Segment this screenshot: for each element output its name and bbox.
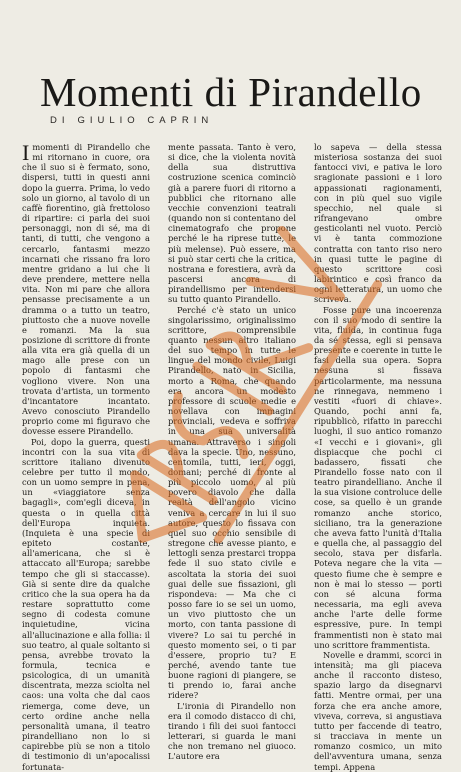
paragraph: Fosse pure una incoerenza con il suo modo di sentire la vita, fluida, in continua fuga da sé stessa, egli si pensava presente e coerente in tutte le fasi della sua opera. Sopra nessuna si fissava particolarmente, ma nessuna ne rinnegava, nemmeno i vestiti «fuori di chiave». Quando, pochi anni fa, ripubblicò, rifatto in parecchi luoghi, il suo antico romanzo «I vecchi e i giovani», gli dispiacque che pochi ci badassero, fissati che Pirandello fosse nato con il teatro pirandelliano. Anche il la sua visione controluce delle cose, sa quello è un grande romanzo anche storico, siciliano, tra la generazione che aveva fatto l'unità d'Italia e quella che, al passaggio del secolo, stava per disfarla. Poteva negare che la vita — questo fiume che è sempre e non è mai lo stesso — porti con sé alcuna forma necessaria, ma egli aveva anche l'arte delle forme espressive, pure. In tempi frammentisti non è stato mai uno scrittore frammentista. [314,304,442,650]
paragraph: mente passata. Tanto è vero, si dice, che la violenta novità della sua distruttiva costruzione scenica cominciò già a parere fuori di ritorno a pubblici che ritornano alle vecchie convenzioni teatrali (quando non si contentano del cinematografo che propone perché le ha riprese tutte, le più melense). Può essere, ma si può star certi che la critica, nostrana e forestiera, avrà da pascersi ancora di pirandellismo per intendersi su tutto quanto Pirandello. [168,142,296,305]
text-column-1 [22,140,150,772]
paragraph: lo sapeva — della stessa misteriosa sostanza dei suoi fantocci vivi, e pativa le loro sragionate passioni e i loro appassionati ragionamenti, con in più quel suo vigile specchio, nel quale si rifrangevano ombre gesticolanti nel vuoto. Perciò vi è tanta commozione contratta con tanto riso nero in quasi tutte le pagine di questo scrittore così labirintico e così franco da ogni letteratura, un uomo che scriveva. [314,142,442,305]
paragraph: Perché c'è stato un unico singolarissimo, originalissimo scrittore, comprensibile quanto nessun altro italiano del suo tempo in tutte le lingue del mondo civile, Luigi Pirandello, nato in Sicilia, morto a Roma, che quando era ancora un modesto professore di scuole medie e novellava con immagini provinciali, vedeva e soffriva in una sua universalità umana. Attraverso i singoli dava la specie. Uno, nessuno, centomila, tutti, ieri, oggi, domani; perché di fronte al più piccolo uomo, al più povero diavolo che dalla realtà dell'angolo vicino veniva a cercare in lui il suo autore, questo lo fissava con quel suo occhio sensibile di stregone che avesse pianto, e lettogli senza prestarci troppa fede il suo stato civile e ascoltata la storia dei suoi guai delle sue fissazioni, gli rispondeva: — Ma che ci posso fare io se sei un uomo, un vivo piuttosto che un morto, con tanta passione di vivere? Lo sai tu perché in questo momento sei, o ti par d'essere, proprio tu? E perché, avendo tante tue buone ragioni di piangere, se ti prendo io, farai anche ridere? [168,304,296,701]
byline-prefix: DI [50,115,70,126]
article-title: Momenti di Pirandello [40,69,422,115]
byline [50,115,213,126]
article-body [22,140,442,772]
paragraph [22,142,150,437]
paragraph: Poi, dopo la guerra, questi incontri con la sua vita di scrittore italiano divenuto celebre per tutto il mondo, con un uomo sempre in pena, un «viaggiatore senza bagagli», com'egli diceva, in questa o in quella città dell'Europa inquieta. (Inquieta è una specie di epiteto costante, all'americana, che si è attaccato all'Europa; sarebbe tempo che gli si staccasse). Già si sente dire da qualche critico che la sua opera ha da restare soprattutto come segno di codesta comune inquietudine, vicina all'allucinazione e alla follia: il suo teatro, al quale soltanto si pensa, avrebbe trovato la formula, tecnica e psicologica, di un umanità discentrata, mezza sciolta nel caos: una volta che dal caos riemerga, come deve, un certo ordine anche nella personalità umana, il teatro pirandelliano non lo si capirebbe più se non a titolo di testimonio di un'apocalissi fortunata- [22,436,150,772]
text-column-2 [168,142,296,762]
drop-cap: I [22,140,30,165]
paragraph-text: momenti di Pirandello che mi ritornano in cuore, ora che il suo si è fermato, sono, dispersi, tutti in questi anni dopo la guerra. Prima, lo vedo solo un giorno, al tavolo di un caffè fiorentino, già frettoloso di ripartire: ci parla dei suoi personaggi, non di sé, ma di tanti, di tutti, che vengono a cercarlo, fantasmi mezzo incarnati che rissano fra loro mentre gridano a lui che li deve prendere, mettere nella vita. Non mi pare che allora pensasse precisamente a un dramma o a tutto un teatro, piuttosto che a nuove novelle e romanzi. Ma la sua posizione di scrittore di fronte alla vita era già quella di un mago alle prese con un popolo di fantasmi che vogliono vivere. Non una trovata d'artista, un tormento d'incantatore incantato. Avevo conosciuto Pirandello proprio come mi figuravo che dovesse essere Pirandello. [22,142,150,437]
byline-author: GIULIO CAPRIN [77,115,214,126]
paragraph: L'ironia di Pirandello non era il comodo distacco di chi, tirando i fili dei suoi fantocci letterari, si guarda le mani che non tremano nel giuoco. L'autore era [168,700,296,762]
paragraph: Novelle e drammi, scorci in intensità; ma gli piaceva anche il racconto disteso, spazio largo da disegnarvi fatti. Mentre ormai, per una forza che era anche amore, viveva, correva, si angustiava tutto per faccende di teatro, si tracciava in mente un romanzo cosmico, un mito dell'avventura umana, senza tempi. Appena [314,649,442,772]
text-column-3 [314,142,442,772]
